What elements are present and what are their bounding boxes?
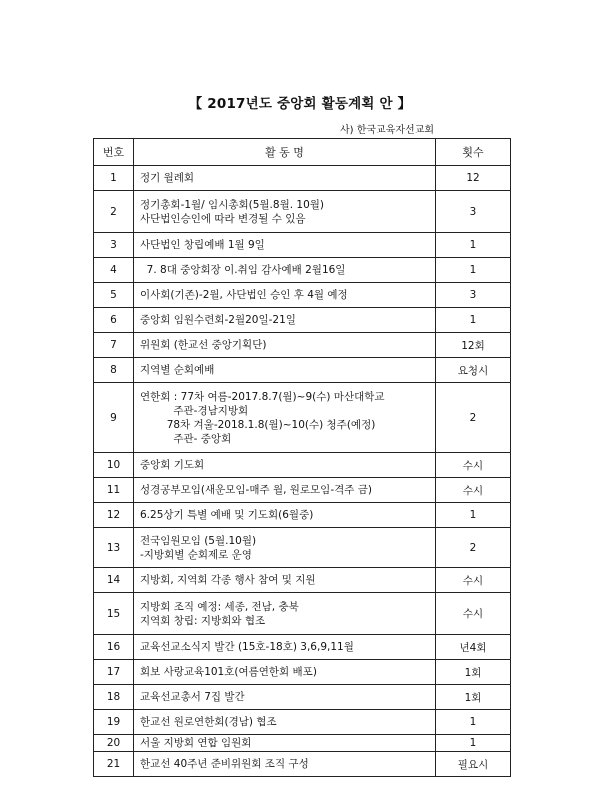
row-number: 13 bbox=[94, 528, 134, 568]
row-number: 14 bbox=[94, 568, 134, 593]
activity-line: 교육선교총서 7집 발간 bbox=[140, 691, 245, 703]
row-activity bbox=[134, 453, 436, 478]
row-count: 1 bbox=[436, 233, 511, 258]
activity-line: 지방회, 지역회 각종 행사 참여 및 지원 bbox=[140, 574, 316, 586]
activity-line: 한교선 40주년 준비위원회 조직 구성 bbox=[140, 758, 309, 770]
table-row bbox=[94, 528, 511, 568]
row-count: 수시 bbox=[436, 568, 511, 593]
activity-line: 위원회 (한교선 중앙기획단) bbox=[140, 339, 267, 351]
table-row bbox=[94, 710, 511, 735]
table-row bbox=[94, 233, 511, 258]
row-activity bbox=[134, 166, 436, 191]
activity-line: 성경공부모임(새운모임-매주 월, 원로모임-격주 금) bbox=[140, 484, 372, 496]
row-count: 수시 bbox=[436, 593, 511, 635]
table-row bbox=[94, 166, 511, 191]
activity-line: 지방회 조직 예정: 세종, 전남, 충북 bbox=[140, 600, 299, 613]
row-number: 7 bbox=[94, 333, 134, 358]
activity-line: 중앙회 기도회 bbox=[140, 459, 205, 471]
row-count: 12 bbox=[436, 166, 511, 191]
row-number: 3 bbox=[94, 233, 134, 258]
row-number: 21 bbox=[94, 752, 134, 777]
activity-line: 전국임원모임 (5월.10월) bbox=[140, 534, 257, 547]
row-count: 2 bbox=[436, 383, 511, 453]
row-number: 19 bbox=[94, 710, 134, 735]
row-activity bbox=[134, 478, 436, 503]
row-number: 11 bbox=[94, 478, 134, 503]
table-row bbox=[94, 383, 511, 453]
row-count: 1회 bbox=[436, 660, 511, 685]
row-activity bbox=[134, 752, 436, 777]
activity-line: 회보 사랑교육101호(여름연한회 배포) bbox=[140, 666, 317, 678]
row-activity bbox=[134, 333, 436, 358]
activity-line: 주관-경남지방회 bbox=[140, 404, 249, 417]
table-row bbox=[94, 258, 511, 283]
row-activity bbox=[134, 528, 436, 568]
row-count: 12회 bbox=[436, 333, 511, 358]
table-row bbox=[94, 660, 511, 685]
activity-line: 중앙회 임원수련회-2월20일-21일 bbox=[140, 314, 296, 326]
row-activity bbox=[134, 568, 436, 593]
activity-line: 사단법인승인에 따라 변경될 수 있음 bbox=[140, 212, 306, 225]
activity-line: 지역별 순회예배 bbox=[140, 364, 215, 376]
row-activity bbox=[134, 660, 436, 685]
page-title: 【 2017년도 중앙회 활동계획 안 】 bbox=[188, 96, 412, 112]
table-row bbox=[94, 568, 511, 593]
row-activity bbox=[134, 191, 436, 233]
row-activity bbox=[134, 685, 436, 710]
row-number: 17 bbox=[94, 660, 134, 685]
activity-line: 연한회 : 77차 여름-2017.8.7(월)~9(수) 마산대학교 bbox=[140, 390, 385, 403]
header-number: 번호 bbox=[94, 139, 134, 166]
table-header-row bbox=[94, 139, 511, 166]
table-row bbox=[94, 735, 511, 752]
row-count: 1 bbox=[436, 258, 511, 283]
activity-line: 지역회 창립: 지방회와 협조 bbox=[140, 614, 266, 627]
activity-line: 서울 지방회 연합 임원회 bbox=[140, 737, 252, 749]
row-number: 8 bbox=[94, 358, 134, 383]
row-activity bbox=[134, 283, 436, 308]
row-activity bbox=[134, 593, 436, 635]
row-count: 2 bbox=[436, 528, 511, 568]
row-count: 1 bbox=[436, 710, 511, 735]
row-count: 수시 bbox=[436, 478, 511, 503]
row-activity bbox=[134, 258, 436, 283]
table-row bbox=[94, 635, 511, 660]
row-number: 10 bbox=[94, 453, 134, 478]
row-activity bbox=[134, 735, 436, 752]
row-count: 3 bbox=[436, 283, 511, 308]
row-number: 6 bbox=[94, 308, 134, 333]
organization-name: 사) 한국교육자선교회 bbox=[340, 125, 435, 136]
row-count: 필요시 bbox=[436, 752, 511, 777]
table-row bbox=[94, 453, 511, 478]
row-activity bbox=[134, 308, 436, 333]
row-activity bbox=[134, 233, 436, 258]
row-activity bbox=[134, 358, 436, 383]
table-row bbox=[94, 358, 511, 383]
row-number: 12 bbox=[94, 503, 134, 528]
row-count: 1회 bbox=[436, 685, 511, 710]
table-row bbox=[94, 283, 511, 308]
table-row bbox=[94, 752, 511, 777]
row-activity bbox=[134, 383, 436, 453]
table-row bbox=[94, 503, 511, 528]
activity-line: 7. 8대 중앙회장 이.취임 감사예배 2월16일 bbox=[140, 264, 346, 276]
row-number: 15 bbox=[94, 593, 134, 635]
header-count: 횟수 bbox=[436, 139, 511, 166]
row-count: 3 bbox=[436, 191, 511, 233]
activity-line: 이사회(기존)-2월, 사단법인 승인 후 4월 예정 bbox=[140, 289, 348, 301]
table-row bbox=[94, 191, 511, 233]
activity-line: 정기 월례회 bbox=[140, 172, 195, 184]
table-row bbox=[94, 308, 511, 333]
row-number: 5 bbox=[94, 283, 134, 308]
row-number: 9 bbox=[94, 383, 134, 453]
activity-line: 78차 겨울-2018.1.8(월)~10(수) 청주(예정) bbox=[140, 418, 376, 431]
table-row bbox=[94, 333, 511, 358]
table-row bbox=[94, 478, 511, 503]
row-count: 1 bbox=[436, 503, 511, 528]
activity-line: 6.25상기 특별 예배 및 기도회(6월중) bbox=[140, 509, 314, 521]
row-number: 2 bbox=[94, 191, 134, 233]
activity-line: 한교선 원로연한회(경남) 협조 bbox=[140, 716, 277, 728]
row-number: 1 bbox=[94, 166, 134, 191]
row-activity bbox=[134, 635, 436, 660]
row-number: 16 bbox=[94, 635, 134, 660]
activity-plan-table bbox=[93, 138, 511, 777]
activity-line: -지방회별 순회제로 운영 bbox=[140, 548, 252, 561]
row-count: 년4회 bbox=[436, 635, 511, 660]
row-number: 18 bbox=[94, 685, 134, 710]
activity-line: 정기총회-1월/ 임시총회(5월.8월. 10월) bbox=[140, 198, 324, 211]
row-count: 요청시 bbox=[436, 358, 511, 383]
row-count: 수시 bbox=[436, 453, 511, 478]
activity-line: 사단법인 창립예배 1월 9일 bbox=[140, 239, 265, 251]
row-number: 4 bbox=[94, 258, 134, 283]
row-activity bbox=[134, 710, 436, 735]
table-row bbox=[94, 685, 511, 710]
activity-line: 주관- 중앙회 bbox=[140, 432, 232, 445]
row-count: 1 bbox=[436, 308, 511, 333]
row-count: 1 bbox=[436, 735, 511, 752]
header-activity: 활 동 명 bbox=[134, 139, 436, 166]
row-number: 20 bbox=[94, 735, 134, 752]
table-row bbox=[94, 593, 511, 635]
activity-line: 교육선교소식지 발간 (15호-18호) 3,6,9,11월 bbox=[140, 641, 354, 653]
row-activity bbox=[134, 503, 436, 528]
